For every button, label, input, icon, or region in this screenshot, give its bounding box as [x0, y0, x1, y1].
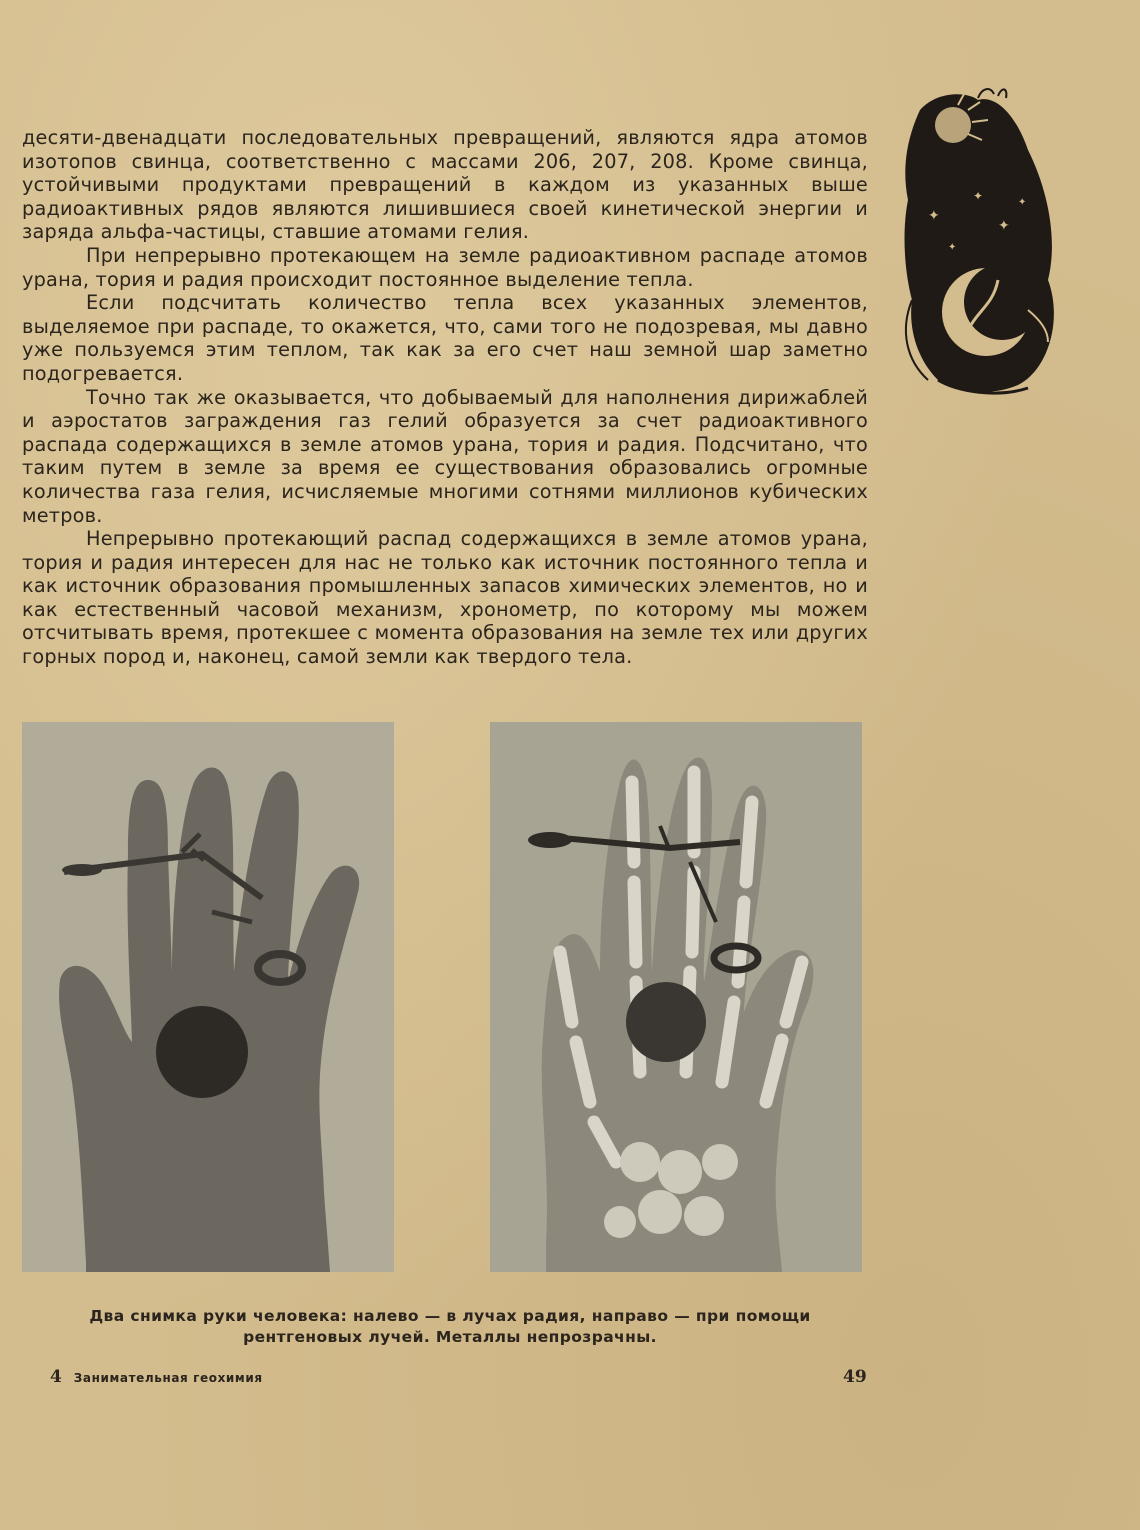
svg-text:✦: ✦ [1018, 197, 1027, 208]
body-text [22, 126, 868, 669]
signature-number: 4 [50, 1367, 62, 1387]
paragraph-1: десяти-двенадцати последовательных превращений, являются ядра атомов изотопов свинца, соответственно с массами 206, 207, 208. Кроме свинца, устойчивыми продуктами превращений в каждом из указанных выше радиоактивных рядов являются лишившиеся своей кинетической энергии и заряда альфа-частицы, ставшие атомами гелия. [22, 126, 868, 244]
paragraph-2: При непрерывно протекающем на земле радиоактивном распаде атомов урана, тория и радия происходит постоянное выделение тепла. [22, 243, 868, 291]
signature-mark [50, 1367, 263, 1387]
figure-caption [40, 1306, 860, 1348]
caption-line-1: Два снимка руки человека: налево — в лучах радия, направо — при помощи [89, 1307, 811, 1325]
paragraph-4: Точно так же оказывается, что добываемый для наполнения дирижаблей и аэростатов заграждения газ гелий образуется за счет радиоактивного распада содержащихся в земле атомов урана, тория и радия. Подсчитано, что таким путем в земле за время ее существования образовались огромные количества газа гелия, исчисляемые многими сотнями миллионов кубических метров. [22, 385, 868, 527]
caption-line-2: рентгеновых лучей. Металлы непрозрачны. [243, 1328, 657, 1346]
svg-text:✦: ✦ [998, 218, 1010, 234]
svg-text:✦: ✦ [948, 242, 957, 253]
radium-hand-photo [22, 722, 394, 1272]
paragraph-3: Если подсчитать количество тепла всех указанных элементов, выделяемое при распаде, то окажется, что, сами того не подозревая, мы давно уже пользуемся этим теплом, так как за его счет наш земной шар заметно подогревается. [22, 291, 868, 385]
page-number: 49 [843, 1367, 867, 1387]
svg-text:✦: ✦ [973, 189, 984, 203]
moon-vignette-illustration [898, 80, 1064, 400]
paragraph-5: Непрерывно протекающий распад содержащихся в земле атомов урана, тория и радия интересен для нас не только как источник постоянного тепла и как источник образования промышленных запасов химических элементов, но и как естественный часовой механизм, хронометр, по которому мы можем отсчитывать время, протекшее с момента образования на земле тех или других горных пород и, наконец, самой земли как твердого тела. [22, 527, 868, 669]
xray-hand-photo [490, 722, 862, 1272]
svg-text:✦: ✦ [928, 208, 940, 224]
signature-title: Занимательная геохимия [73, 1371, 263, 1385]
